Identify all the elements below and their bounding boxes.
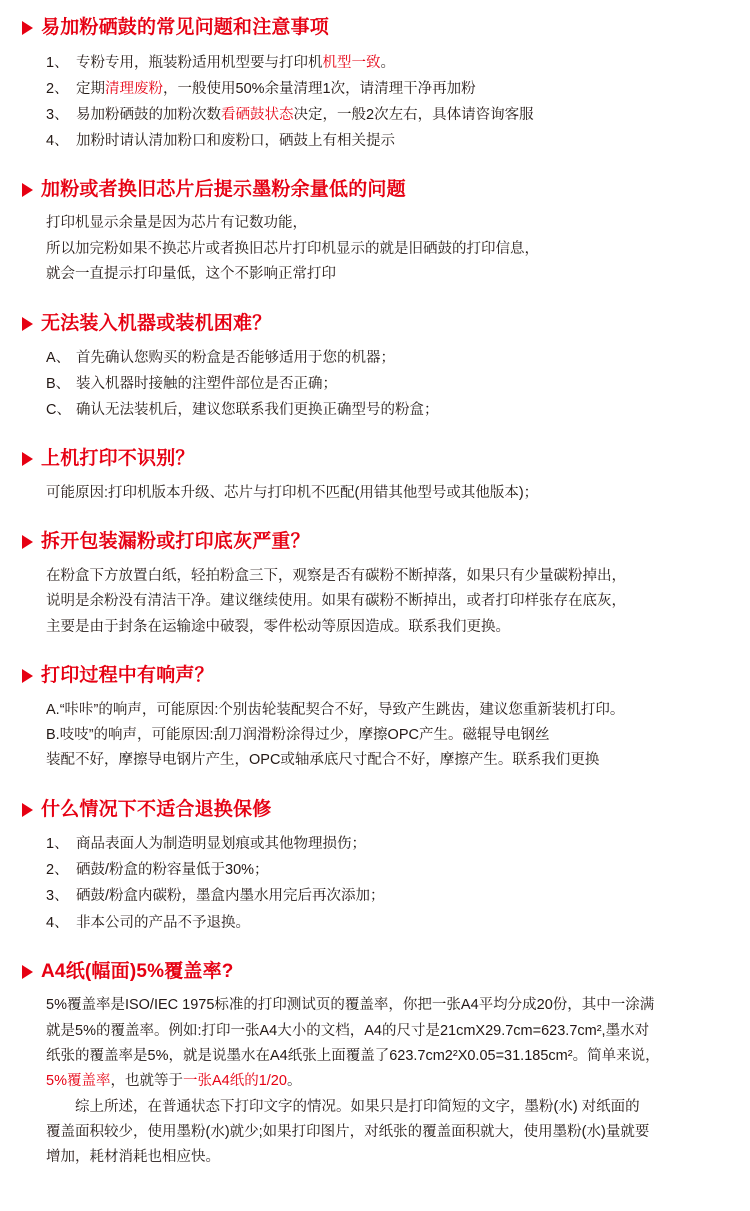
highlight-text: 看硒鼓状态: [221, 106, 294, 123]
paragraph-line: [46, 1145, 728, 1170]
triangle-bullet-icon: [22, 317, 33, 331]
list-item-index: B、: [46, 376, 71, 393]
section-spacer: [22, 506, 728, 522]
triangle-bullet-icon: [22, 965, 33, 979]
section-spacer: [22, 423, 728, 439]
body-text: 增加，耗材消耗也相应快。: [46, 1149, 220, 1166]
highlight-text: 5%覆盖率: [46, 1073, 111, 1090]
section-list: [22, 50, 728, 154]
section-heading: [22, 14, 728, 42]
paragraph-line: [46, 698, 728, 723]
list-item-index: 2、: [46, 80, 69, 97]
section-heading: [22, 310, 728, 338]
triangle-bullet-icon: [22, 669, 33, 683]
body-text: 硒鼓/粉盒内碳粉，墨盒内墨水用完后再次添加；: [76, 888, 385, 905]
paragraph-line: [46, 1044, 728, 1069]
body-text: 首先确认您购买的粉盒是否能够适用于您的机器；: [76, 350, 395, 367]
section-title: 什么情况下不适合退换保修: [41, 798, 272, 820]
faq-section: [22, 445, 728, 522]
list-item-text: [76, 102, 728, 128]
faq-section: [22, 14, 728, 170]
list-item-index: 1、: [46, 836, 69, 853]
list-item-text: [76, 883, 728, 909]
triangle-bullet-icon: [22, 535, 33, 549]
list-item-text: [76, 397, 728, 423]
section-heading: [22, 958, 728, 986]
body-text: 综上所述，在普通状态下打印文字的情况。如果只是打印简短的文字，墨粉(水) 对纸面的: [75, 1098, 640, 1115]
body-text: ，也就等于: [110, 1073, 183, 1090]
section-spacer: [22, 936, 728, 952]
body-text: 确认无法装机后，建议您联系我们更换正确型号的粉盒；: [76, 402, 439, 419]
body-text: 非本公司的产品不予退换。: [76, 914, 250, 931]
paragraph-line: [46, 1095, 728, 1120]
section-paragraph: [22, 698, 728, 774]
paragraph-line: [46, 237, 728, 262]
paragraph-line: [46, 748, 728, 773]
paragraph-line: [46, 1019, 728, 1044]
list-item: [46, 345, 728, 371]
body-text: 所以加完粉如果不换芯片或者换旧芯片打印机显示的就是旧硒鼓的打印信息，: [46, 240, 539, 257]
body-text: B.吱吱”的响声，可能原因:刮刀润滑粉涂得过少，摩擦OPC产生。磁辊导电钢丝: [46, 726, 550, 743]
body-text: 决定，一般2次左右，具体请咨询客服: [293, 106, 534, 123]
body-text: 。: [380, 54, 395, 71]
faq-section: [22, 958, 728, 1187]
section-paragraph: [22, 993, 728, 1171]
section-title: 打印过程中有响声？: [41, 665, 214, 687]
highlight-text: 一张A4纸的1/20: [182, 1073, 287, 1090]
body-text: 就是5%的覆盖率。例如:打印一张A4大小的文档，A4的尺寸是21cmX29.7cm=623.7cm²,墨水对: [46, 1022, 650, 1039]
section-heading: [22, 176, 728, 204]
body-text: 加粉时请认清加粉口和废粉口，硒鼓上有相关提示: [76, 132, 395, 149]
list-item-index: C、: [46, 402, 71, 419]
section-paragraph: [22, 211, 728, 287]
list-item: [46, 50, 728, 76]
faq-section: [22, 310, 728, 440]
list-item: [46, 76, 728, 102]
list-item: [46, 831, 728, 857]
list-item-text: [76, 910, 728, 936]
section-title: 上机打印不识别？: [41, 448, 195, 470]
section-heading: [22, 796, 728, 824]
list-item-index: 3、: [46, 106, 69, 123]
paragraph-line: [46, 211, 728, 236]
section-spacer: [22, 154, 728, 170]
body-text: 纸张的覆盖率是5%，就是说墨水在A4纸张上面覆盖了623.7cm2²X0.05=31.185cm²。简单来说，: [46, 1047, 660, 1064]
body-text: 就会一直提示打印量低，这个不影响正常打印: [46, 266, 336, 283]
body-text: 易加粉硒鼓的加粉次数: [76, 106, 221, 123]
list-item-text: [76, 76, 728, 102]
paragraph-line: [46, 723, 728, 748]
body-text: A.“咔咔”的响声，可能原因:个别齿轮装配契合不好，导致产生跳齿，建议您重新装机打印。: [46, 701, 625, 718]
list-item-index: 4、: [46, 132, 69, 149]
body-text: 专粉专用，瓶装粉适用机型要与打印机: [76, 54, 323, 71]
list-item-text: [76, 128, 728, 154]
body-text: ，一般使用50%余量清理1次，请清理干净再加粉: [163, 80, 476, 97]
body-text: 定期: [76, 80, 105, 97]
body-text: 装配不好，摩擦导电钢片产生，OPC或轴承底尺寸配合不好，摩擦产生。联系我们更换: [46, 752, 600, 769]
list-item: [46, 371, 728, 397]
list-item-text: [76, 50, 728, 76]
section-spacer: [22, 774, 728, 790]
section-spacer: [22, 640, 728, 656]
body-text: 说明是余粉没有清洁干净。建议继续使用。如果有碳粉不断掉出，或者打印样张存在底灰，: [46, 593, 626, 610]
paragraph-line: [46, 589, 728, 614]
body-text: 5%覆盖率是ISO/IEC 1975标准的打印测试页的覆盖率，你把一张A4平均分成20份，其中一涂满: [46, 997, 655, 1014]
faq-section: [22, 662, 728, 790]
paragraph-line: [46, 1120, 728, 1145]
list-item-text: [76, 371, 728, 397]
body-text: 打印机显示余量是因为芯片有记数功能，: [46, 215, 307, 232]
body-text: 覆盖面积较少，使用墨粉(水)就少;如果打印图片，对纸张的覆盖面积就大，使用墨粉(水)量就要: [46, 1124, 650, 1141]
paragraph-line: [46, 564, 728, 589]
paragraph-line: [46, 481, 728, 506]
section-spacer: [22, 288, 728, 304]
paragraph-line: [46, 615, 728, 640]
body-text: 可能原因:打印机版本升级、芯片与打印机不匹配(用错其他型号或其他版本)；: [46, 484, 539, 501]
list-item-index: A、: [46, 350, 71, 367]
body-text: 硒鼓/粉盒的粉容量低于30%；: [76, 862, 269, 879]
list-item-text: [76, 345, 728, 371]
section-heading: [22, 662, 728, 690]
section-title: 易加粉硒鼓的常见问题和注意事项: [41, 17, 330, 38]
list-item: [46, 102, 728, 128]
section-list: [22, 345, 728, 423]
list-item: [46, 857, 728, 883]
body-text: 商品表面人为制造明显划痕或其他物理损伤；: [76, 836, 366, 853]
triangle-bullet-icon: [22, 21, 33, 35]
list-item: [46, 883, 728, 909]
section-list: [22, 831, 728, 935]
paragraph-line: [46, 993, 728, 1018]
triangle-bullet-icon: [22, 183, 33, 197]
list-item-index: 1、: [46, 54, 69, 71]
paragraph-line: [46, 262, 728, 287]
list-item-text: [76, 857, 728, 883]
body-text: 装入机器时接触的注塑件部位是否正确；: [76, 376, 337, 393]
list-item: [46, 128, 728, 154]
list-item-text: [76, 831, 728, 857]
body-text: 主要是由于封条在运输途中破裂，零件松动等原因造成。联系我们更换。: [46, 618, 510, 635]
faq-section: [22, 528, 728, 656]
list-item-index: 4、: [46, 914, 69, 931]
body-text: 。: [286, 1073, 302, 1090]
list-item: [46, 910, 728, 936]
section-spacer: [22, 1171, 728, 1187]
list-item-index: 2、: [46, 862, 69, 879]
list-item: [46, 397, 728, 423]
body-text: 在粉盒下方放置白纸，轻拍粉盒三下，观察是否有碳粉不断掉落，如果只有少量碳粉掉出，: [46, 567, 626, 584]
paragraph-line: [46, 1069, 728, 1094]
section-title: 加粉或者换旧芯片后提示墨粉余量低的问题: [41, 178, 406, 200]
section-heading: [22, 528, 728, 556]
section-heading: [22, 445, 728, 473]
faq-section: [22, 796, 728, 952]
triangle-bullet-icon: [22, 803, 33, 817]
triangle-bullet-icon: [22, 452, 33, 466]
section-paragraph: [22, 564, 728, 640]
faq-section: [22, 176, 728, 304]
section-title: A4纸(幅面)5%覆盖率?: [41, 960, 234, 982]
highlight-text: 清理废粉: [105, 80, 163, 97]
section-paragraph: [22, 481, 728, 506]
section-title: 无法装入机器或装机困难？: [41, 312, 272, 334]
highlight-text: 机型一致: [322, 54, 381, 71]
list-item-index: 3、: [46, 888, 69, 905]
section-title: 拆开包装漏粉或打印底灰严重？: [41, 531, 310, 553]
